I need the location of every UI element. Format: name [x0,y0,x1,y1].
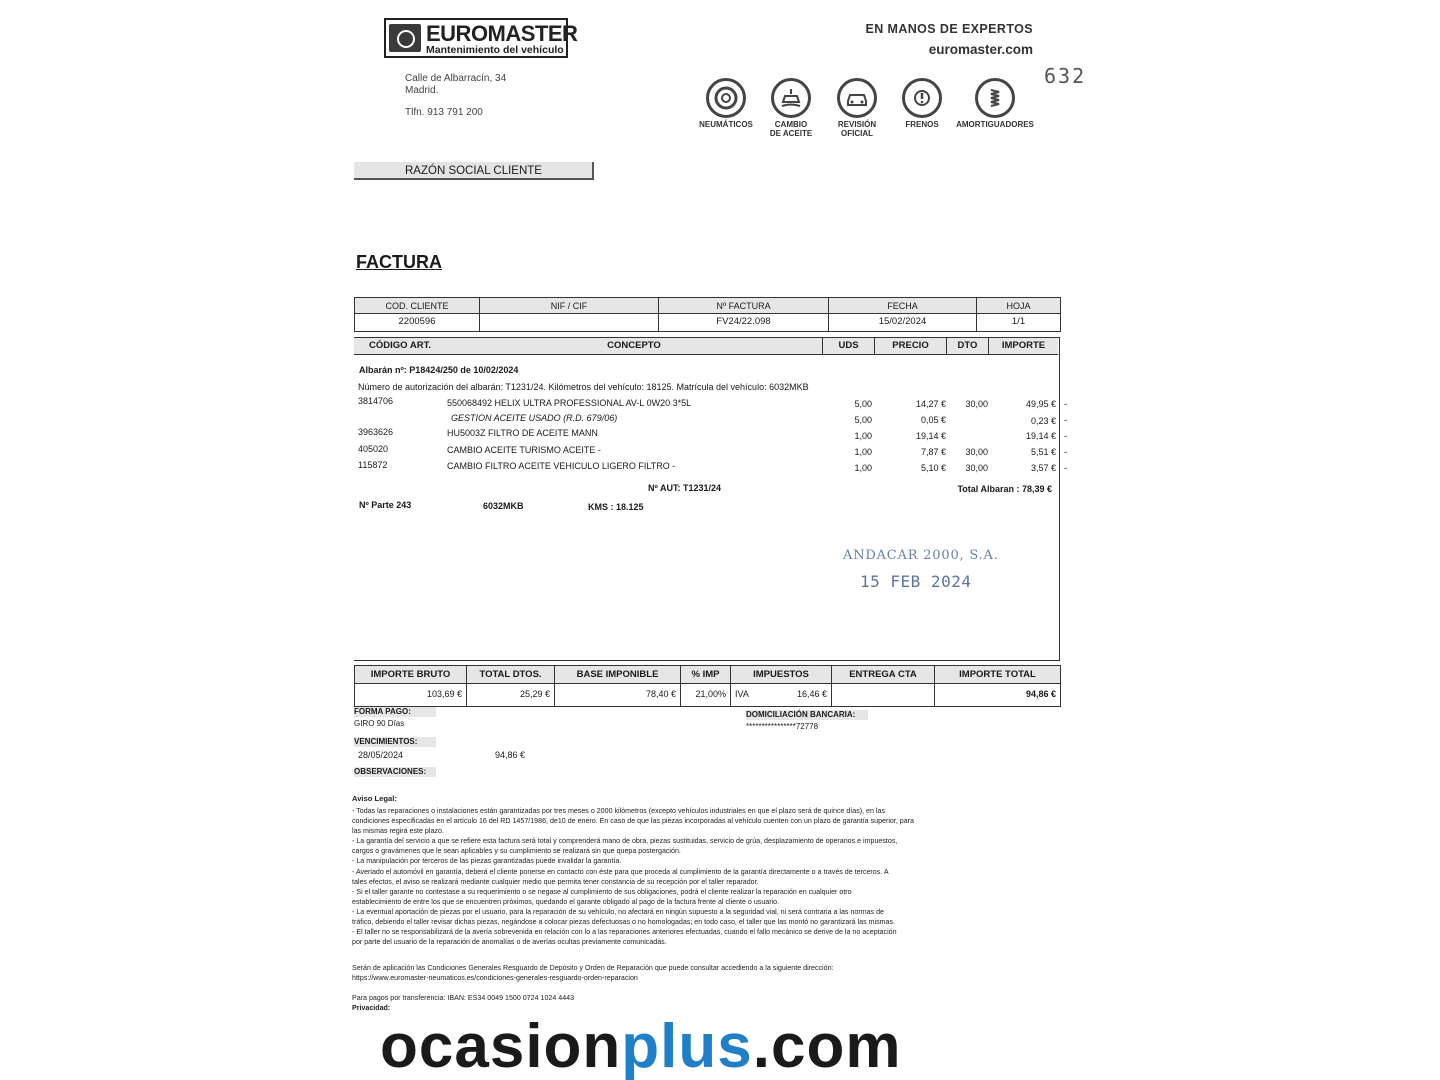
col-importe: IMPORTE [988,338,1058,355]
item-amount: 0,23 € [1030,416,1056,426]
watermark-part: plus [621,1012,753,1080]
legal-line: - La garantía del servicio a que se refiere esta factura será total y comprenderá mano de obra, piezas sustituidas, servicio de grúa, desplazamiento de operarios e impuestos, [352,837,898,846]
header-label: HOJA [977,298,1060,314]
legal-title: Aviso Legal: [352,794,397,803]
header-label: COD. CLIENTE [355,298,479,314]
website: euromaster.com [928,42,1033,57]
entrega-cell [831,666,934,706]
nif-cell [479,298,658,331]
oil-change-icon [771,78,811,118]
authorization-number: Nº AUT: T1231/24 [648,483,721,493]
service-label: OFICIAL [841,129,873,138]
item-units: 1,00 [854,463,872,473]
phone: Tlfn. 913 791 200 [405,107,483,118]
car-inspection-icon [837,78,877,118]
legal-text [352,806,914,947]
item-amount: 3,57 € [1030,463,1056,473]
legal-line: - La eventual aportación de piezas por el usuario, para la reparación de su vehículo, no afectará en ningún supuesto a la seguridad vial, ni será contraria a las normas de [352,907,884,916]
grand-total: 94,86 € [1025,689,1056,699]
logo-name: EUROMASTER [426,21,578,46]
legal-line: - Averiado el automóvil en garantía, deberá el cliente ponerse en contacto con éste para que proceda al cumplimiento de la garantía directamente o a través de terceros. A [352,867,889,876]
item-price: 5,10 € [920,463,946,473]
totals-label: TOTAL DTOS. [467,666,554,684]
item-concept: CAMBIO FILTRO ACEITE VEHICULO LIGERO FILTRO - [447,461,676,471]
pimp-cell [680,666,730,706]
col-dto: DTO [946,338,988,355]
totals-label: IMPORTE TOTAL [935,666,1060,684]
item-amount: 5,51 € [1030,447,1056,457]
due-amount: 94,86 € [495,750,526,760]
total-albaran: Total Albaran : 78,39 € [957,484,1052,494]
header-value: 15/02/2024 [878,316,927,327]
item-units: 1,00 [854,431,872,441]
tagline: EN MANOS DE EXPERTOS [865,22,1033,36]
invoice-header-table [354,297,1061,332]
item-concept: 550068492 HELIX ULTRA PROFESSIONAL AV-L 0W20 3*5L [447,398,692,408]
item-amount: 19,14 € [1025,431,1056,441]
header-label: NIF / CIF [480,298,658,314]
item-price: 0,05 € [920,415,946,425]
totals-value: 103,69 € [426,689,462,699]
row-dash: - [1064,399,1067,409]
totals-value: 16,46 € [796,689,827,699]
tax-type: IVA [735,689,749,699]
cod-cliente-cell [354,298,479,331]
totals-label: IMPUESTOS [731,666,831,684]
col-uds: UDS [822,338,874,355]
privacy-label: Privacidad: [352,1004,391,1012]
shock-absorber-icon [975,78,1015,118]
logo-mark-icon [389,24,421,52]
handwritten-number: 632 [1044,64,1087,88]
item-code: 3814706 [358,396,394,406]
address-line-2: Madrid. [405,85,439,96]
bank-label: DOMICILIACIÓN BANCARIA: [746,710,868,720]
conditions-text: Serán de aplicación las Condiciones Generales Resguardo de Depósito y Orden de Reparación que puede consultar accediendo a la siguiente dirección: [352,964,834,972]
due-date: 28/05/2024 [358,750,404,760]
total-cell [934,666,1060,706]
address-line-1: Calle de Albarracín, 34 [405,73,507,84]
dtos-cell [466,666,554,706]
legal-line: - Si el taller garante no contestase a su requerimiento o se negase al cumplimiento de sus obligaciones, podrá el cliente realizar la reparación en cualquier otro [352,887,852,896]
item-units: 1,00 [854,447,872,457]
brakes-icon [902,78,942,118]
totals-label: ENTREGA CTA [832,666,934,684]
legal-line: - La manipulación por terceros de las piezas garantizadas puede invalidar la garantía. [352,857,622,866]
row-dash: - [1064,415,1067,425]
payment-method-label: FORMA PAGO: [354,707,436,717]
item-units: 5,00 [854,415,872,425]
payment-method: GIRO 90 Días [354,719,405,728]
legal-line: las mismas regirá este plazo. [352,827,444,836]
item-code: 3963626 [358,427,394,437]
impuestos-cell [730,666,831,706]
item-price: 19,14 € [915,431,946,441]
tire-icon [706,78,746,118]
document-title: FACTURA [356,252,442,272]
item-amount: 49,95 € [1025,399,1056,409]
base-cell [554,666,680,706]
item-discount: 30,00 [965,463,988,473]
header-value: FV24/22.098 [716,316,771,327]
col-concepto: CONCEPTO [446,338,822,355]
bank-account: ****************72778 [746,722,819,731]
license-plate: 6032MKB [483,501,524,511]
item-concept: CAMBIO ACEITE TURISMO ACEITE - [447,445,601,455]
logo-subtitle: Mantenimiento del vehículo [426,44,564,56]
legal-line: - El taller no se responsabilizará de la avería sobrevenida en relación con lo a las reparaciones anteriores efectuadas, cuando el fallo mecánico se derive de la no aceptación [352,928,897,937]
items-table [354,337,1060,661]
totals-value: 78,40 € [645,689,676,699]
service-label: DE ACEITE [769,129,813,138]
service-brakes [882,78,962,129]
hoja-cell [976,298,1060,331]
legal-line: cargos o gravámenes que le sean aplicables y su cumplimiento se realizará sin que quepa postergación. [352,847,681,856]
service-label: REVISIÓN [837,120,877,129]
albaran-number: Albarán nº: P18424/250 de 10/02/2024 [359,365,519,375]
conditions-url[interactable]: https://www.euromaster-neumaticos.es/condiciones-generales-resguardo-orden-reparacion [352,974,638,982]
watermark-part: ocasion [380,1012,622,1080]
header-label: Nº FACTURA [659,298,828,314]
albaran-detail: Número de autorización del albarán: T1231/24. Kilómetros del vehículo: 18125. Matrícula del vehículo: 6032MKB [358,382,809,392]
totals-label: % IMP [681,666,730,684]
legal-line: condiciones especificadas en el artículo 16 del RD 1457/1986, de10 de enero. En caso de que las piezas incorporadas al vehículo cuenten con un plazo de garantía superior, para [352,817,914,826]
totals-label: IMPORTE BRUTO [355,666,466,684]
legal-line: - Todas las reparaciones o instalaciones están garantizadas por tres meses o 2000 kilómetros (excepto vehículos industriales en que el plazo será de quince días), en las [352,807,885,815]
row-dash: - [1064,431,1067,441]
header-value: 2200596 [398,316,436,327]
row-dash: - [1064,463,1067,473]
totals-value: 25,29 € [519,689,550,699]
header-label: FECHA [829,298,976,314]
work-order: Nº Parte 243 [359,500,412,510]
legal-line: tráfico, debiendo el taller revisar dichas piezas, negándose a colocar piezas defectuosas o no homologadas; en todo caso, el taller que las montó no garantizará las mismas. [352,918,895,927]
col-precio: PRECIO [874,338,946,355]
item-concept: HU5003Z FILTRO DE ACEITE MANN [447,428,598,438]
item-discount: 30,00 [965,447,988,457]
service-label: AMORTIGUADORES [956,120,1034,129]
legal-line: tales efectos, el aviso se realizará mediante cualquier medio que permita tener constancia de su recepción por el taller reparador. [352,877,759,886]
legal-line: establecimiento de entre los que se encuentren próximos, quedando el garante obligado al pago de la factura frente al cliente o usuario. [352,897,780,906]
transfer-iban: Para pagos por transferencia: IBAN: ES34 0049 1500 0724 1024 4443 [352,994,575,1002]
euromaster-logo [384,18,578,58]
received-date-stamp: 15 FEB 2024 [860,572,972,591]
fecha-cell [828,298,976,331]
totals-value: 21,00% [695,689,726,699]
item-code: 405020 [358,444,389,454]
service-label: FRENOS [905,120,939,129]
mileage: KMS : 18.125 [588,502,644,512]
header-value: 1/1 [1011,316,1026,327]
item-code: 115872 [358,460,388,470]
legal-line: por parte del usuario de la reparación de anomalías o de averías ocultas previamente comunicadas. [352,938,667,947]
item-discount: 30,00 [965,399,988,409]
item-units: 5,00 [854,399,872,409]
row-dash: - [1064,447,1067,457]
due-dates-label: VENCIMIENTOS: [354,737,436,747]
service-label: NEUMÁTICOS [699,120,753,129]
ocasionplus-watermark [380,1012,901,1080]
item-price: 7,87 € [920,447,946,457]
service-shocks [955,78,1035,129]
totals-table [354,665,1061,707]
totals-label: BASE IMPONIBLE [555,666,680,684]
service-label: CAMBIO [774,120,808,129]
client-name-label: RAZÓN SOCIAL CLIENTE [354,162,594,180]
company-stamp: ANDACAR 2000, S.A. [843,548,999,563]
bruto-cell [354,666,466,706]
num-factura-cell [658,298,828,331]
observations-label: OBSERVACIONES: [354,767,436,777]
item-price: 14,27 € [915,399,946,409]
item-concept: GESTION ACEITE USADO (R.D. 679/06) [451,413,618,423]
col-codigo: CÓDIGO ART. [354,338,446,355]
watermark-part: .com [752,1012,902,1080]
